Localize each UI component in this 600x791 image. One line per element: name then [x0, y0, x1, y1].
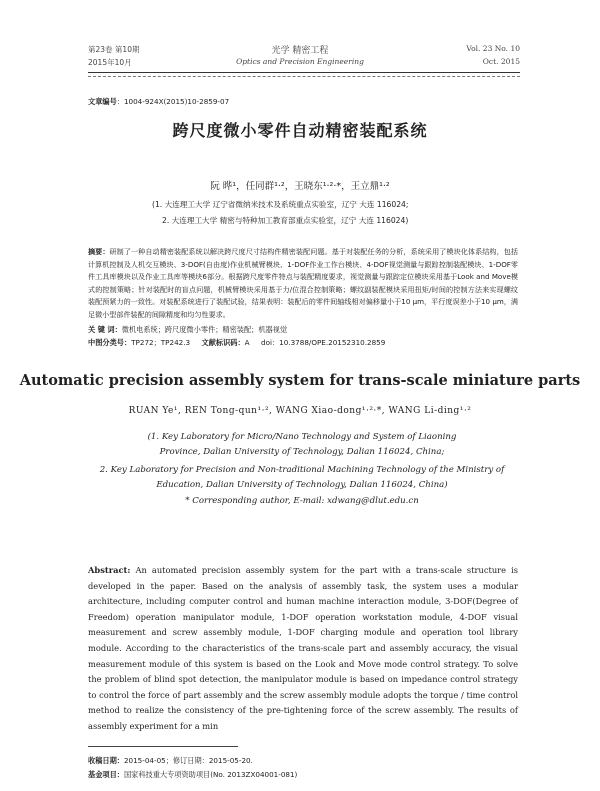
article-id: 文章编号：1004-924X(2015)10-2859-07 [88, 97, 230, 106]
header-rule-thin [88, 76, 520, 77]
affiliation-en-2: Province, Dalian University of Technology, Dalian 116024, China; [159, 447, 445, 457]
fund-item [88, 768, 297, 781]
header-date-cn: 2015年10月 [88, 58, 132, 67]
abstract-cn [88, 246, 518, 321]
header-journal-en: Optics and Precision Engineering [236, 57, 364, 66]
doi-value: 10.3788/OPE.20152310.2859 [279, 338, 386, 347]
abstract-en-label: Abstract: [88, 565, 131, 575]
header-volume-cn: 第23卷 第10期 [88, 45, 140, 54]
affiliation-en-4: Education, Dalian University of Technology, Dalian 116024, China) [156, 480, 448, 490]
fund-value: 国家科技重大专项资助项目(No. 2013ZX04001-081) [123, 770, 298, 779]
authors-cn: 阮 晔¹，任同群¹·²，王晓东¹·²·*，王立鼎¹·² [210, 181, 390, 192]
fund-label: 基金项目： [88, 770, 124, 779]
abstract-cn-text: 研制了一种自动精密装配系统以解决跨尺度尺寸结构件精密装配问题。基于对装配任务的分析，系统采用了模块化体系结构，包括计算机控制及人机交互模块、3-DOF(自由度)作业机械臂模块、1-DOF作业工作台模块、4-DOF视觉测量与跟踪控制装配模块、1-DOF零件工具库模块以及作业工具库等模块6部分。根据跨尺度零件特点与装配精度要求，视觉测量与跟踪定位模块采用基于Look and Move模式的控制策略；针对装配时的盲点问题，机械臂模块采用基于力/位混合控制策略；螺纹副装配模块采用扭矩/时间的控制方法来实现螺纹装配预紧力的一致性。对装配系统进行了装配试验，结果表明：装配后的零件间轴线相对偏移量小于10 μm，平行度误差小于10 μm，满足微小型部件装配的间隙精度和均匀性要求。 [88, 247, 519, 319]
authors-en: RUAN Ye¹, REN Tong-qun¹·², WANG Xiao-dong¹·²·*, WANG Li-ding¹·² [128, 406, 472, 416]
affiliation-cn-2: 2. 大连理工大学 精密与特种加工教育部重点实验室，辽宁 大连 116024) [162, 216, 409, 225]
abstract-cn-label: 摘要： [88, 247, 110, 256]
affiliation-en-1: (1. Key Laboratory for Micro/Nano Technology and System of Liaoning [147, 432, 457, 442]
paper-title-cn: 跨尺度微小零件自动精密装配系统 [172, 121, 428, 140]
classification-line [88, 337, 385, 349]
paper-title-en: Automatic precision assembly system for trans-scale miniature parts [19, 372, 581, 389]
clc-label: 中图分类号： [88, 338, 132, 347]
doc-code-label: 文献标识码： [201, 338, 245, 347]
received-date [88, 754, 253, 767]
received-value: 2015-04-05；修订日期：2015-05-20. [123, 756, 253, 765]
doi-label: doi： [261, 338, 280, 347]
keywords-cn [88, 324, 518, 336]
affiliation-cn-1: (1. 大连理工大学 辽宁省微纳米技术及系统重点实验室，辽宁 大连 116024; [152, 200, 409, 209]
received-label: 收稿日期： [88, 756, 124, 765]
abstract-en [88, 563, 518, 735]
doc-code-value: A [244, 338, 250, 347]
footnote-rule [88, 746, 238, 747]
clc-value: TP272；TP242.3 [131, 338, 191, 347]
affiliation-en-3: 2. Key Laboratory for Precision and Non-traditional Machining Technology of the Ministry of [99, 465, 505, 475]
header-volume-en: Vol. 23 No. 10 [466, 44, 520, 53]
article-id-label: 文章编号 [88, 97, 117, 106]
keywords-cn-label: 关 键 词： [88, 325, 122, 334]
header-journal-cn: 光学 精密工程 [271, 46, 329, 56]
keywords-cn-text: 微机电系统；跨尺度微小零件；精密装配；机器视觉 [121, 325, 288, 334]
abstract-en-text: An automated precision assembly system for the part with a trans-scale structure is developed in the paper. Based on the analysis of assembly task, the system uses a modular architecture, including computer control and human machine interaction module, 3-DOF(Degree of Freedom) operation manipulator module, 1-DOF operation workstation module, 4-DOF visual measurement and screw assembly module, 1-DOF charging module and operation tool library module. According to the characteristics of the trans-scale part and assembly accuracy, the visual measurement module of this system is based on the Look and Move mode control strategy. To solve the problem of blind spot detection, the manipulator module is based on impedance control strategy to control the force of part assembly and the screw assembly module adopts the torque / time control method to realize the consistency of the pre-tightening force of the screw assembly. The results of assembly experiment for a min [88, 565, 519, 731]
header-rule [88, 72, 520, 73]
corresponding-author: * Corresponding author, E-mail: xdwang@dlut.edu.cn [185, 496, 419, 506]
header-date-en: Oct. 2015 [482, 57, 520, 66]
article-id-value: 1004-924X(2015)10-2859-07 [123, 97, 230, 106]
